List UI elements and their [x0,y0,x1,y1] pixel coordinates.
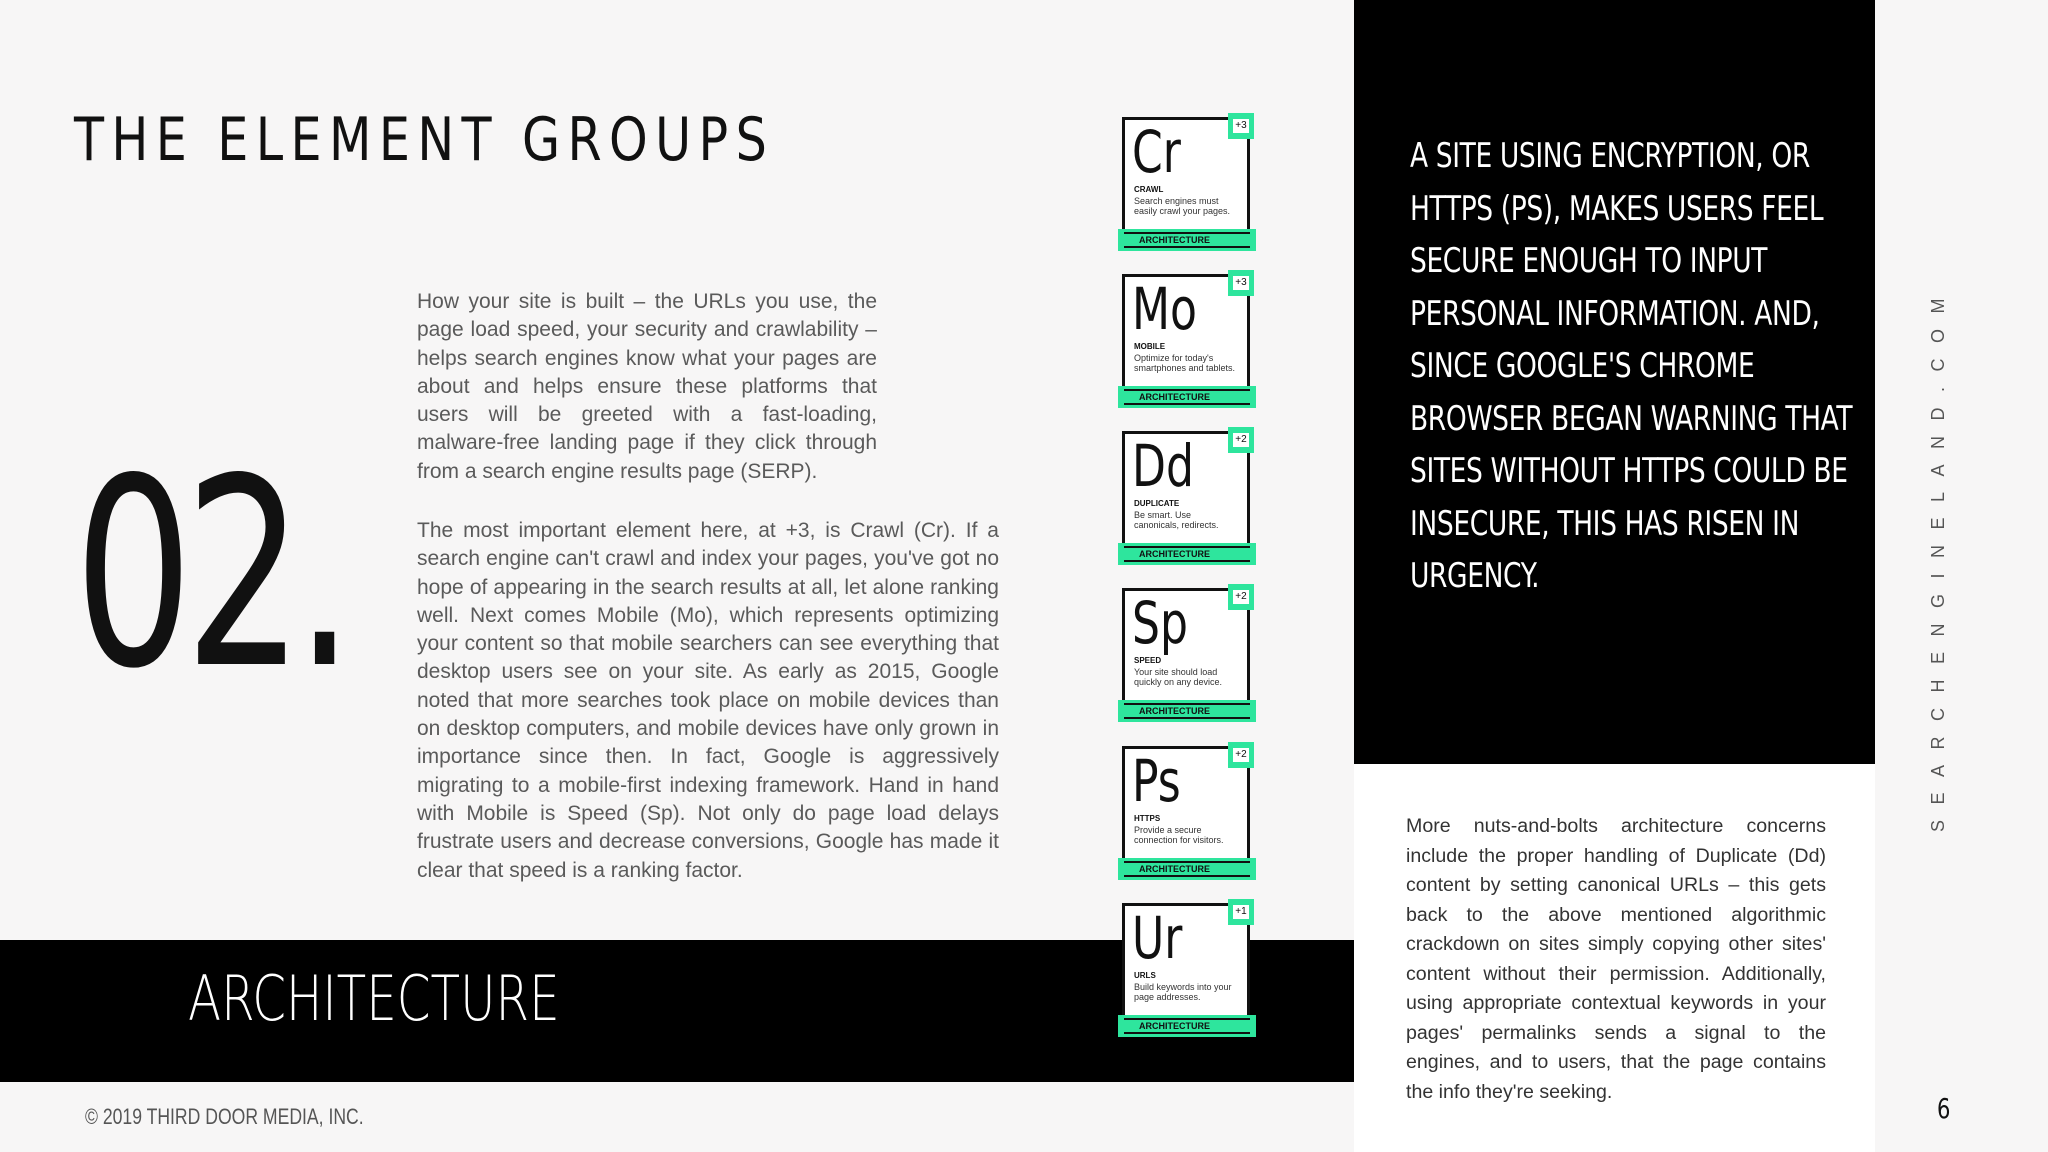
element-description: Search engines must easily crawl your pages. [1134,196,1231,216]
pull-quote: A SITE USING ENCRYPTION, OR HTTPS (PS), MAKES USERS FEEL SECURE ENOUGH TO INPUT PERSONAL INFORMATION. AND, SINCE GOOGLE'S CHROME BROWSER BEGAN WARNING THAT SITES WITHOUT HTTPS COULD BE INSECURE, THIS HAS RISEN IN URGENCY. [1410,136,1853,596]
element-symbol: Mo [1132,275,1198,343]
element-tile-urls [1118,903,1256,1048]
element-symbol: Sp [1132,589,1188,657]
element-name: DUPLICATE [1134,499,1180,508]
element-name: URLS [1134,971,1156,980]
page-title: THE ELEMENT GROUPS [74,105,775,175]
site-url: SEARCHENGINELAND.COM [1928,282,1948,832]
category-bar: ARCHITECTURE [1118,229,1256,251]
element-name: HTTPS [1134,814,1161,823]
element-tile-duplicate [1118,431,1256,576]
element-description: Optimize for today's smartphones and tablets. [1134,353,1236,373]
element-symbol: Ur [1132,904,1183,972]
quote-panel [1354,0,1875,764]
element-tile-crawl [1118,117,1256,262]
sidebar-panel [1354,764,1875,1152]
intro-paragraph: How your site is built – the URLs you use, the page load speed, your security and crawlability – helps search engines know what your pages are about and helps ensure these platforms that users will be greeted with a fast-loading, malware-free landing page if they click through from a search engine results page (SERP). [417,290,877,483]
element-tile-mobile [1118,274,1256,419]
element-description: Your site should load quickly on any device. [1134,667,1223,687]
score-badge: +2 [1228,584,1254,610]
element-description: Provide a secure connection for visitors. [1134,825,1224,845]
element-symbol: Cr [1132,118,1181,186]
page-number: 6 [1937,1092,1951,1125]
category-bar: ARCHITECTURE [1118,858,1256,880]
category-bar: ARCHITECTURE [1118,386,1256,408]
category-bar: ARCHITECTURE [1118,543,1256,565]
score-badge: +2 [1228,427,1254,453]
category-bar: ARCHITECTURE [1118,700,1256,722]
element-tile-https [1118,746,1256,891]
element-symbol: Ps [1132,747,1181,815]
element-name: MOBILE [1134,342,1166,351]
element-description: Build keywords into your page addresses. [1134,982,1232,1002]
score-badge: +1 [1228,899,1254,925]
score-badge: +3 [1228,113,1254,139]
detail-paragraph: The most important element here, at +3, is Crawl (Cr). If a search engine can't crawl and index your pages, you've got no hope of appearing in the search results at all, let alone ranking well. Next comes Mobile (Mo), which represents optimizing your content so that mobile searchers can see everything that desktop users see on your site. As early as 2015, Google noted that more searches took place on mobile devices than on desktop computers, and mobile devices have only grown in importance since then. In fact, Google is aggressively migrating to a mobile-first indexing framework. Hand in hand with Mobile is Speed (Sp). Not only do page load delays frustrate users and decrease conversions, Google has made it clear that speed is a ranking factor. [417,519,999,882]
section-name: ARCHITECTURE [188,962,560,1035]
copyright: © 2019 THIRD DOOR MEDIA, INC. [85,1104,364,1129]
element-name: CRAWL [1134,185,1164,194]
element-symbol: Dd [1132,432,1194,500]
score-badge: +3 [1228,270,1254,296]
score-badge: +2 [1228,742,1254,768]
section-number: 02. [74,424,346,726]
sidebar-paragraph: More nuts-and-bolts architecture concerns include the proper handling of Duplicate (Dd) content by setting canonical URLs – this gets back to the above mentioned algorithmic crackdown on sites simply copying other sites' content without their permission. Additionally, using appropriate contextual keywords in your pages' permalinks sends a signal to the engines, and to users, that the page contains the info they're seeking. [1406,815,1826,1103]
element-name: SPEED [1134,656,1162,665]
element-tile-speed [1118,588,1256,733]
element-description: Be smart. Use canonicals, redirects. [1134,510,1219,530]
category-bar: ARCHITECTURE [1118,1015,1256,1037]
